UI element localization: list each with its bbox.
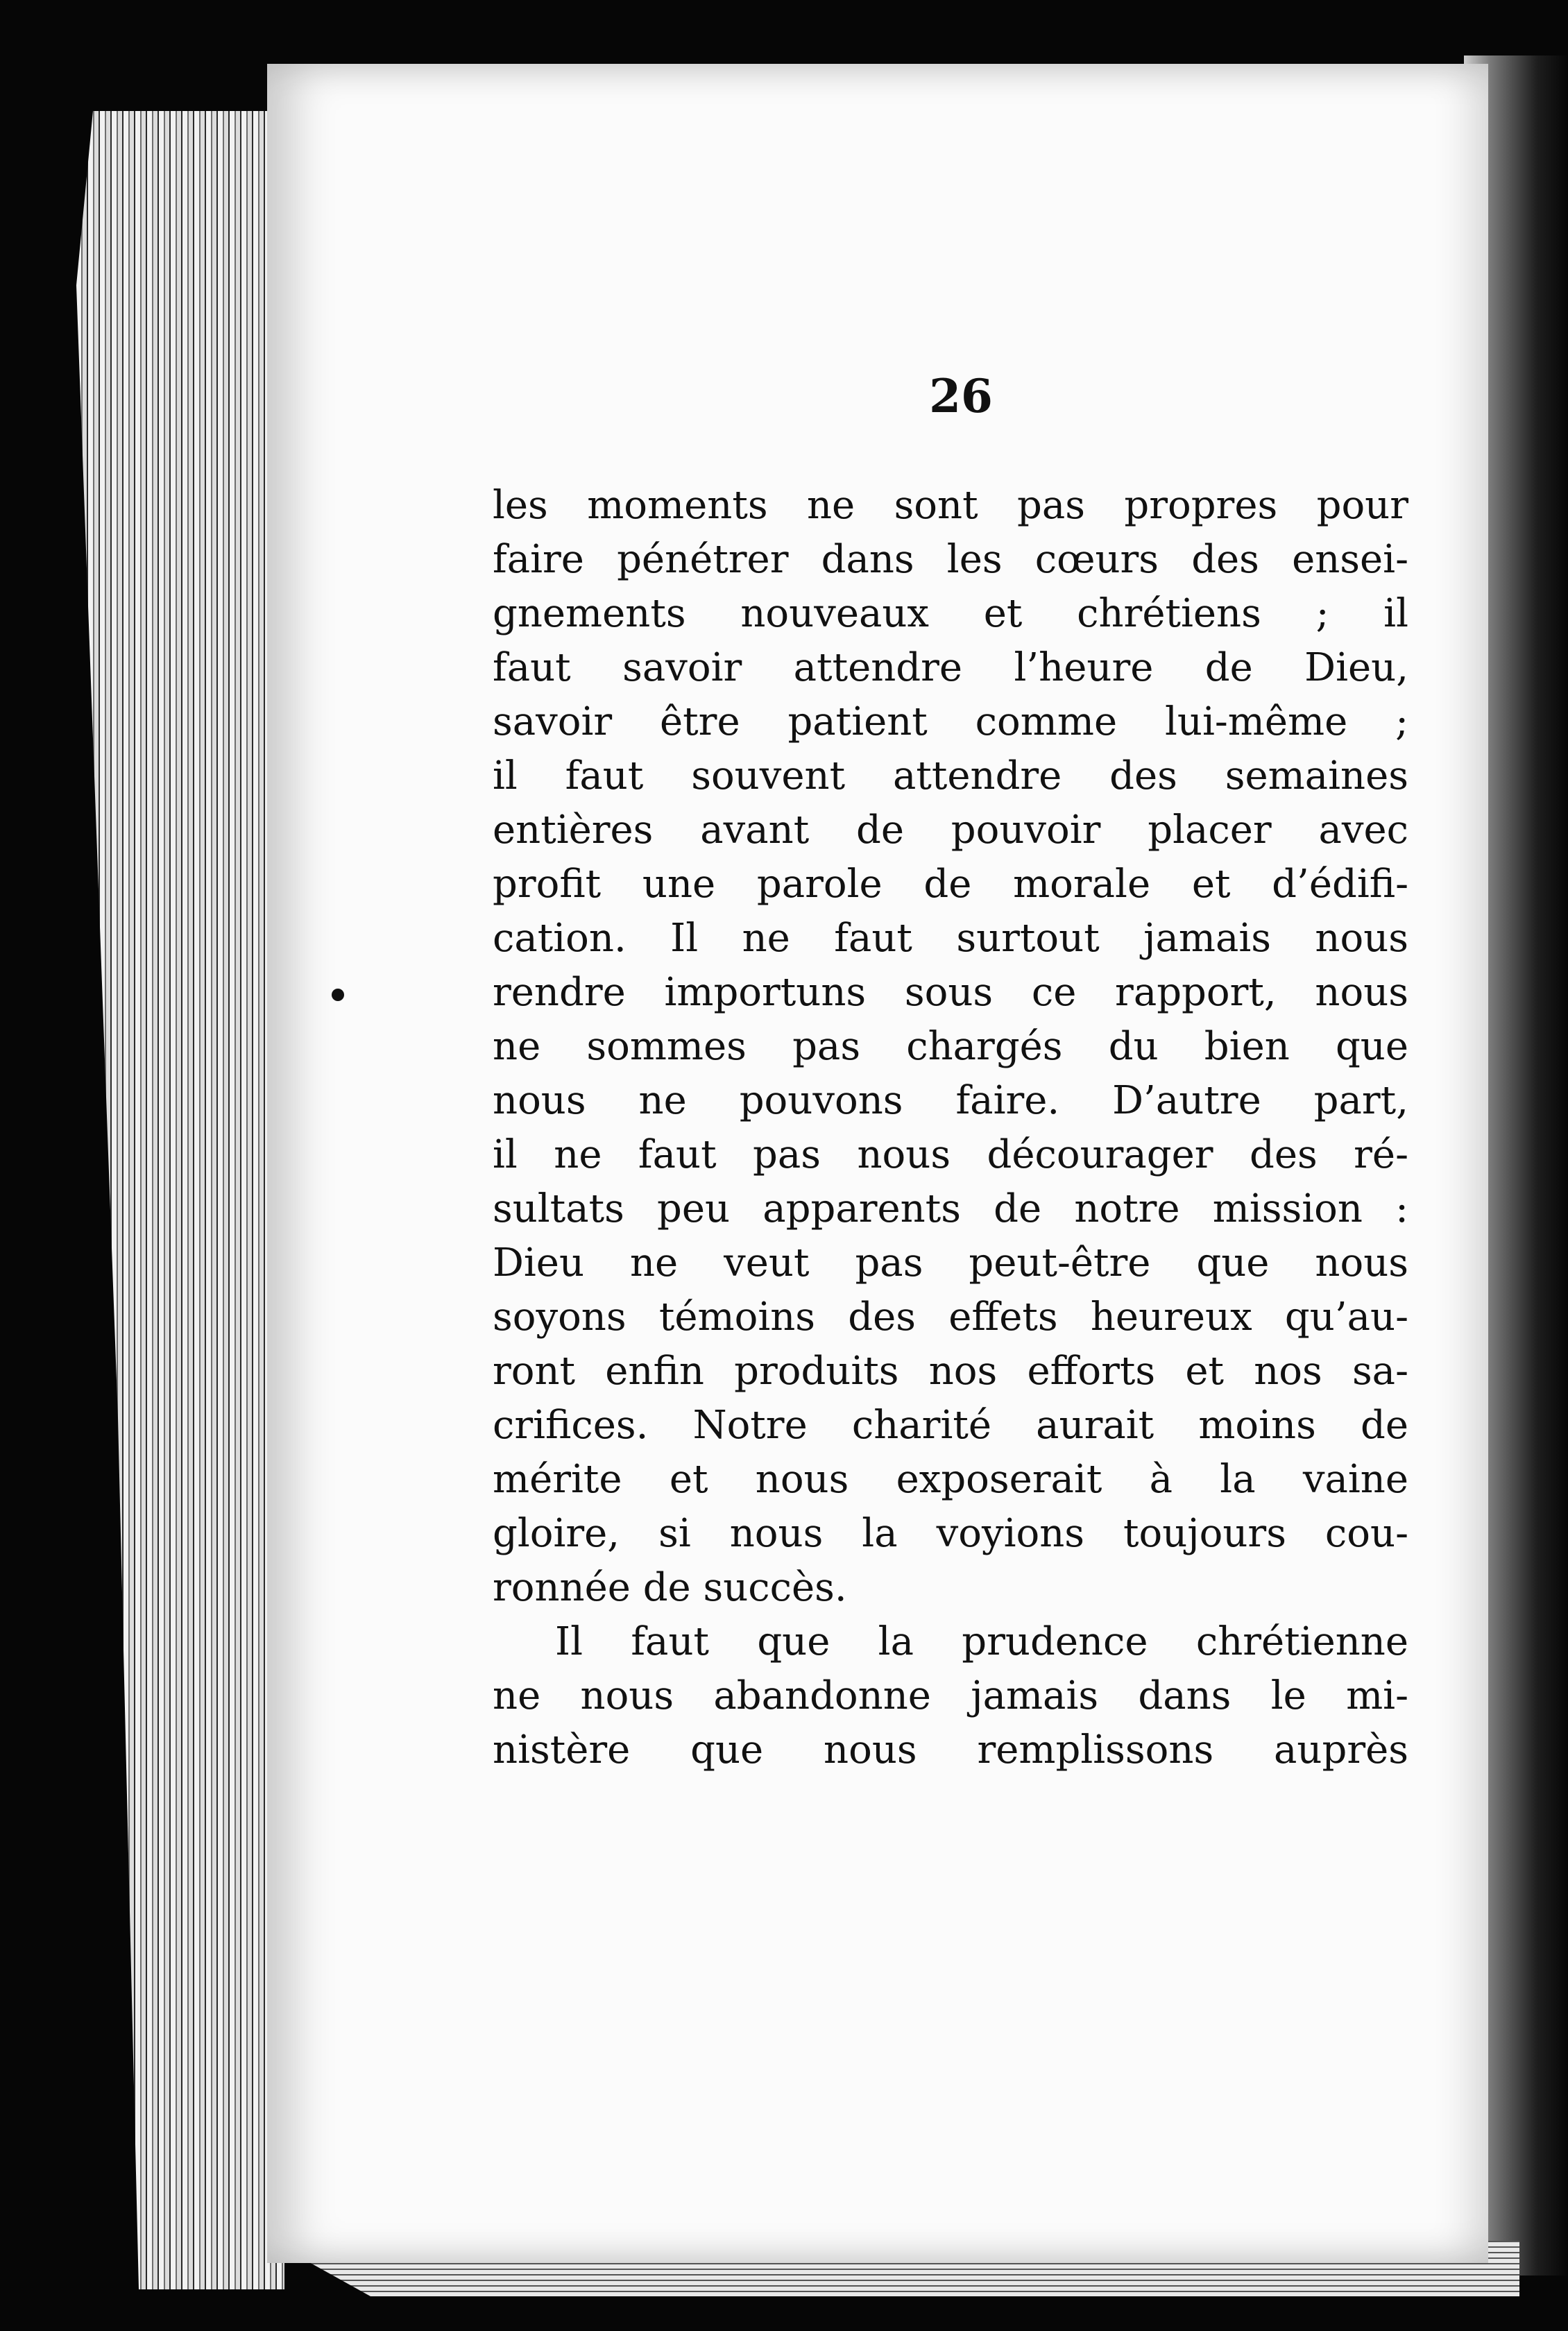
page-body-text xyxy=(493,479,1408,1777)
text-line: profit une parole de morale et d’édifi- xyxy=(493,862,1408,907)
text-line: il faut souvent attendre des semaines xyxy=(493,753,1408,799)
book-page-edges xyxy=(76,111,284,2289)
text-line: cation. Il ne faut surtout jamais nous xyxy=(493,916,1408,961)
text-line: ne nous abandonne jamais dans le mi- xyxy=(493,1673,1408,1718)
text-line: soyons témoins des effets heureux qu’au- xyxy=(493,1295,1408,1340)
text-line: ronnée de succès. xyxy=(493,1565,847,1610)
text-line: ront enfin produits nos efforts et nos sa- xyxy=(493,1349,1408,1394)
text-line: mérite et nous exposerait à la vaine xyxy=(493,1457,1408,1502)
text-line: savoir être patient comme lui-même ; xyxy=(493,699,1408,744)
text-line: nous ne pouvons faire. D’autre part, xyxy=(493,1078,1408,1123)
text-line: crifices. Notre charité aurait moins de xyxy=(493,1403,1408,1448)
text-line: ne sommes pas chargés du bien que xyxy=(493,1024,1408,1069)
text-line: faire pénétrer dans les cœurs des ensei- xyxy=(493,537,1408,582)
text-line: les moments ne sont pas propres pour xyxy=(493,483,1408,528)
text-line: entières avant de pouvoir placer avec xyxy=(493,808,1408,853)
text-line: nistère que nous remplissons auprès xyxy=(493,1727,1408,1773)
text-line: gloire, si nous la voyions toujours cou- xyxy=(493,1511,1408,1556)
page-sheet xyxy=(267,64,1488,2263)
text-line: Il faut que la prudence chrétienne xyxy=(555,1619,1408,1664)
text-line: faut savoir attendre l’heure de Dieu, xyxy=(493,645,1408,690)
text-line: gnements nouveaux et chrétiens ; il xyxy=(493,591,1408,636)
page-number: 26 xyxy=(929,369,993,423)
margin-ink-dot xyxy=(332,989,344,1001)
text-line: Dieu ne veut pas peut-être que nous xyxy=(493,1240,1408,1286)
text-line: sultats peu apparents de notre mission : xyxy=(493,1186,1408,1231)
text-line: rendre importuns sous ce rapport, nous xyxy=(493,970,1408,1015)
text-line: il ne faut pas nous décourager des ré- xyxy=(493,1132,1408,1177)
